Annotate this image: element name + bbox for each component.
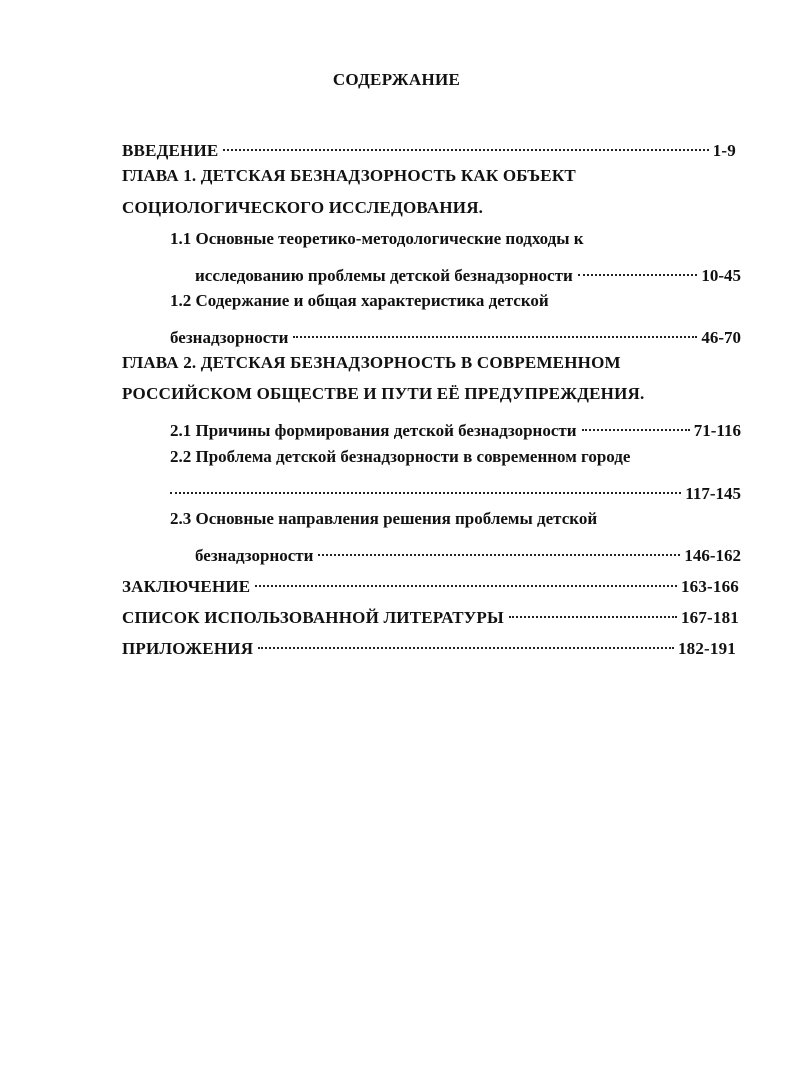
toc-entry-pages: 182-191 (677, 639, 736, 658)
toc-entry-pages: 46-70 (701, 328, 741, 347)
toc-entry-pages: 71-116 (693, 421, 741, 440)
toc-entry-text: ВВЕДЕНИЕ (122, 141, 219, 160)
toc-entry-text: ЗАКЛЮЧЕНИЕ (122, 577, 251, 596)
toc-entry-text: 2.1 Причины формирования детской безнадзорности (170, 421, 577, 440)
toc-entry-appendices (122, 632, 736, 660)
toc-entry-text: безнадзорности (170, 328, 289, 347)
dot-leader (258, 632, 674, 654)
dot-leader (293, 321, 697, 343)
toc-entry-pages: 117-145 (685, 484, 741, 503)
toc-section-1-1-line2 (195, 259, 741, 287)
toc-entry-text: безнадзорности (195, 546, 314, 565)
toc-entry-conclusion (122, 570, 739, 598)
toc-entry-bibliography (122, 601, 739, 629)
dot-leader (255, 570, 677, 592)
toc-chapter-1-line2: СОЦИОЛОГИЧЕСКОГО ИССЛЕДОВАНИЯ. (122, 198, 484, 217)
toc-section-2-2-line2 (170, 477, 741, 505)
toc-entry-pages: 167-181 (680, 608, 739, 627)
toc-entry-pages: 1-9 (712, 141, 736, 160)
toc-entry-pages: 10-45 (701, 266, 741, 285)
dot-leader (509, 601, 677, 623)
toc-section-1-2-line1: 1.2 Содержание и общая характеристика детской (170, 291, 549, 310)
toc-chapter-1-line1: ГЛАВА 1. ДЕТСКАЯ БЕЗНАДЗОРНОСТЬ КАК ОБЪЕКТ (122, 166, 576, 185)
toc-section-2-1 (170, 414, 741, 442)
toc-entry-introduction (122, 134, 736, 162)
toc-title: СОДЕРЖАНИЕ (332, 70, 461, 89)
toc-section-2-3-line2 (195, 539, 741, 567)
toc-entry-pages: 146-162 (684, 546, 741, 565)
dot-leader (582, 414, 690, 436)
dot-leader (223, 134, 708, 156)
toc-entry-pages: 163-166 (680, 577, 739, 596)
toc-section-2-3-line1: 2.3 Основные направления решения проблемы детской (170, 509, 598, 528)
toc-entry-text: ПРИЛОЖЕНИЯ (122, 639, 254, 658)
toc-entry-text: СПИСОК ИСПОЛЬЗОВАННОЙ ЛИТЕРАТУРЫ (122, 608, 504, 627)
toc-section-2-2-line1: 2.2 Проблема детской безнадзорности в современном городе (170, 447, 631, 466)
dot-leader (318, 539, 680, 561)
dot-leader (170, 477, 681, 499)
toc-section-1-2-line2 (170, 321, 741, 349)
toc-chapter-2-line2: РОССИЙСКОМ ОБЩЕСТВЕ И ПУТИ ЕЁ ПРЕДУПРЕЖДЕНИЯ. (122, 384, 645, 403)
toc-section-1-1-line1: 1.1 Основные теоретико-методологические подходы к (170, 229, 584, 248)
toc-entry-text: исследованию проблемы детской безнадзорности (195, 266, 573, 285)
dot-leader (578, 259, 698, 281)
toc-chapter-2-line1: ГЛАВА 2. ДЕТСКАЯ БЕЗНАДЗОРНОСТЬ В СОВРЕМЕННОМ (122, 353, 621, 372)
